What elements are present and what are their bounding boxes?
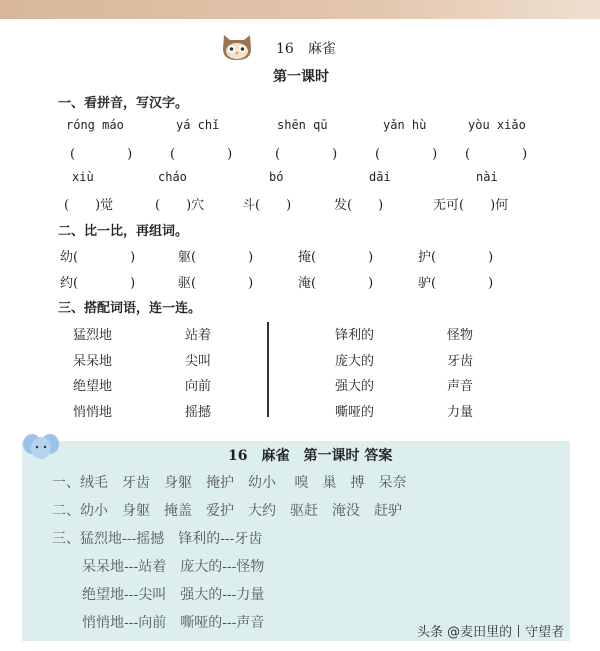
- pinyin: xiù: [72, 170, 94, 184]
- pinyin: bó: [269, 170, 284, 184]
- answer-title: 16 麻雀 第一课时 答案: [228, 448, 393, 464]
- match-word: 牙齿: [447, 353, 474, 369]
- pinyin: yòu xiǎo: [468, 118, 526, 132]
- section2-heading: 二、比一比，再组词。: [58, 224, 189, 239]
- pinyin: shēn qū: [277, 118, 328, 132]
- compare-item: 幼( ): [60, 250, 136, 265]
- answer-blank: ( ): [275, 147, 338, 162]
- pinyin: nài: [476, 170, 498, 184]
- match-word: 怪物: [447, 328, 474, 343]
- fill-item: 发( ): [334, 198, 384, 213]
- section3-heading: 三、搭配词语，连一连。: [58, 301, 202, 316]
- match-word: 力量: [447, 404, 474, 420]
- match-word: 庞大的: [335, 353, 375, 369]
- match-word: 绝望地: [73, 379, 113, 394]
- match-word: 呆呆地: [73, 353, 113, 369]
- fill-item: 无可( )何: [433, 198, 509, 213]
- owl-icon: [220, 31, 254, 61]
- match-word: 锋利的: [335, 328, 375, 343]
- answer-line-3: 三、猛烈地---摇撼 锋利的---牙齿: [52, 531, 263, 547]
- fill-item: 斗( ): [242, 198, 292, 213]
- answer-blank: ( ): [70, 147, 133, 162]
- section1-heading: 一、看拼音，写汉字。: [58, 96, 189, 111]
- answer-line-3: 呆呆地---站着 庞大的---怪物: [82, 559, 265, 575]
- answer-line-1: 一、绒毛 牙齿 身躯 掩护 幼小 嗅 巢 搏 呆奈: [52, 475, 407, 491]
- lesson-subtitle: 第一课时: [273, 69, 329, 85]
- match-word: 摇撼: [185, 404, 212, 420]
- pinyin: róng máo: [66, 118, 124, 132]
- elephant-icon: [22, 432, 60, 462]
- answer-line-3: 悄悄地---向前 嘶哑的---声音: [82, 615, 265, 631]
- fill-item: ( )觉: [64, 198, 114, 213]
- match-word: 站着: [185, 328, 212, 343]
- compare-item: 约( ): [60, 276, 136, 291]
- compare-item: 护( ): [418, 250, 494, 265]
- match-word: 强大的: [335, 379, 375, 394]
- divider-line: [267, 322, 269, 417]
- answer-blank: ( ): [375, 147, 438, 162]
- compare-item: 躯( ): [178, 250, 254, 265]
- match-word: 声音: [447, 379, 474, 394]
- match-word: 向前: [185, 379, 212, 394]
- match-word: 猛烈地: [73, 328, 113, 343]
- lesson-title: 16 麻雀: [276, 41, 336, 57]
- top-banner: [0, 0, 600, 19]
- match-word: 悄悄地: [73, 404, 113, 420]
- compare-item: 淹( ): [298, 276, 374, 291]
- pinyin: yá chǐ: [176, 118, 220, 132]
- match-word: 嘶哑的: [335, 404, 375, 420]
- answer-blank: ( ): [170, 147, 233, 162]
- pinyin: dāi: [369, 170, 391, 184]
- pinyin: yǎn hù: [383, 118, 427, 132]
- match-word: 尖叫: [185, 353, 212, 369]
- answer-blank: ( ): [465, 147, 528, 162]
- answer-line-2: 二、幼小 身躯 掩盖 爱护 大约 驱赶 淹没 赶驴: [52, 503, 402, 519]
- pinyin: cháo: [158, 170, 187, 184]
- compare-item: 驱( ): [178, 276, 254, 291]
- watermark: 头条 @麦田里的丨守望者: [417, 625, 565, 640]
- compare-item: 掩( ): [298, 250, 374, 265]
- answer-line-3: 绝望地---尖叫 强大的---力量: [82, 587, 265, 603]
- fill-item: ( )穴: [155, 198, 205, 213]
- compare-item: 驴( ): [418, 276, 494, 291]
